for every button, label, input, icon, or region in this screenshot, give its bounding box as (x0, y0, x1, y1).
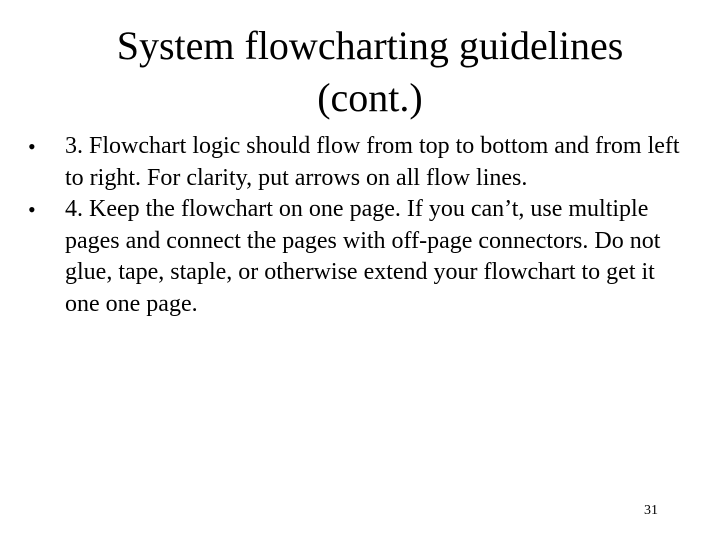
bullet-text: 4. Keep the flowchart on one page. If you can’t, use multiple pages and connect the pages with off-page connectors. Do not glue, tape, staple, or otherwise extend your flowchart to get it one one page. (65, 196, 661, 317)
bullet-icon: • (28, 197, 36, 222)
slide-title-line-2: (cont.) (317, 75, 423, 120)
slide-title (20, 20, 720, 124)
bullet-item-3 (28, 131, 690, 194)
bullet-text: 3. Flowchart logic should flow from top to bottom and from left to right. For clarity, put arrows on all flow lines. (65, 133, 680, 191)
slide-title-line-1: System flowcharting guidelines (116, 23, 624, 68)
bullet-icon: • (28, 134, 36, 159)
bullet-item-4 (28, 194, 690, 320)
page-number: 31 (644, 503, 658, 518)
bullet-list (28, 131, 690, 320)
